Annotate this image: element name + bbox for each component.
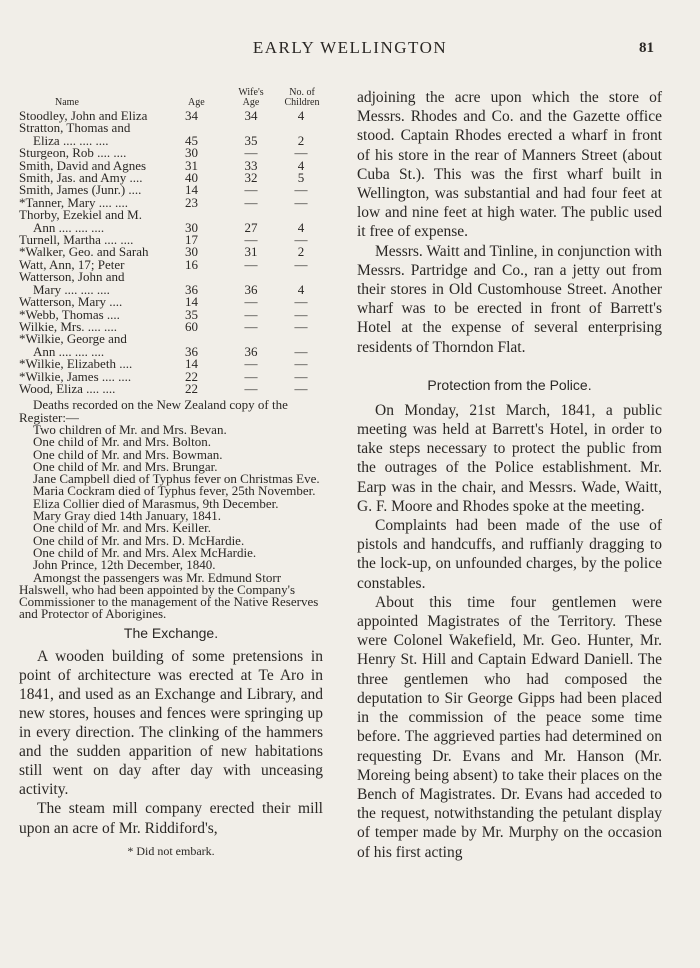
meeting-paragraph: On Monday, 21st March, 1841, a public meeting was held at Barrett's Hotel, in order to take steps necessary to protect the public from the outrages of the Police establishment. Mr. Earp was in the chair, and Messrs. Wade, Waitt, G. F. Moore and Rhodes spoke at the meeting. bbox=[357, 401, 662, 515]
death-entry: One child of Mr. and Mrs. D. McHardie. bbox=[33, 532, 245, 548]
wife-age-cell: — bbox=[244, 232, 258, 248]
passenger-name: Sturgeon, Rob .... .... bbox=[19, 145, 127, 161]
death-entry: One child of Mr. and Mrs. Bolton. bbox=[33, 434, 212, 450]
age-cell: 30 bbox=[185, 244, 198, 260]
wife-age-cell: — bbox=[244, 256, 258, 272]
table-header bbox=[19, 88, 323, 110]
children-cell: — bbox=[294, 306, 308, 322]
children-cell: — bbox=[294, 380, 308, 396]
age-cell: 30 bbox=[185, 219, 198, 235]
age-cell: 36 bbox=[185, 343, 198, 359]
passenger-name: *Wilkie, James .... .... bbox=[19, 368, 132, 384]
exchange-heading: The Exchange. bbox=[123, 624, 219, 641]
running-title: EARLY WELLINGTON bbox=[252, 38, 448, 57]
death-entry: One child of Mr. and Mrs. Bowman. bbox=[33, 446, 223, 462]
magistrates-paragraph: About this time four gentlemen were appointed Magistrates of the Territory. These were Colonel Wakefield, Mr. Geo. Hunter, Mr. Henry St. Hill and Captain Edward Daniell. The three gentlemen who had composed the deputation to Sir George Gipps had been placed in the commission of the peace some time before. The aggrieved parties had determined on requesting Dr. Evans and Mr. Hanson (Mr. Moreing being absent) to take their places on the Bench of Magistrates. Dr. Evans had acceded to the request, notwithstanding the petulant display of temper made by Mr. Murphy on the occasion of his first acting bbox=[357, 593, 662, 861]
death-entry: Maria Cockram died of Typhus fever, 25th November. bbox=[33, 483, 316, 499]
death-entry: John Prince, 12th December, 1840. bbox=[33, 557, 216, 573]
col-age-header: Age bbox=[188, 97, 205, 108]
wife-age-cell: 34 bbox=[244, 108, 258, 123]
children-cell: — bbox=[294, 368, 308, 384]
deaths-intro: Deaths recorded on the New Zealand copy of the Register:— bbox=[19, 397, 288, 425]
children-cell: 5 bbox=[297, 170, 305, 186]
table-row bbox=[19, 271, 323, 296]
age-cell: 14 bbox=[185, 182, 198, 198]
complaints-paragraph: Complaints had been made of the use of pistols and handcuffs, and ruffianly dragging to the lock-up, on unfounded charges, by the police constables. bbox=[357, 517, 662, 592]
passenger-name: Stratton, Thomas and Eliza .... .... .... bbox=[19, 120, 131, 148]
passenger-name: Watt, Ann, 17; Peter bbox=[19, 256, 125, 272]
age-cell: 45 bbox=[185, 132, 198, 148]
table-row bbox=[19, 122, 323, 147]
death-entry: One child of Mr. and Mrs. Alex McHardie. bbox=[33, 544, 257, 560]
age-cell: 17 bbox=[185, 232, 198, 248]
passenger-name: Wood, Eliza .... .... bbox=[19, 380, 116, 396]
passenger-name: Thorby, Ezekiel and M. Ann .... .... .... bbox=[19, 207, 142, 235]
passenger-name: Smith, James (Junr.) .... bbox=[19, 182, 142, 198]
death-entry: Eliza Collier died of Marasmus, 9th December. bbox=[33, 495, 279, 511]
children-cell: 4 bbox=[297, 108, 305, 123]
children-cell: — bbox=[294, 356, 308, 372]
age-cell: 60 bbox=[185, 318, 198, 334]
children-cell: 4 bbox=[297, 281, 305, 297]
children-cell: — bbox=[294, 343, 308, 359]
age-cell: 14 bbox=[185, 294, 198, 310]
children-cell: — bbox=[294, 294, 308, 310]
children-cell: — bbox=[294, 182, 308, 198]
wife-age-cell: — bbox=[244, 306, 258, 322]
wife-age-cell: — bbox=[244, 380, 258, 396]
halswell-paragraph: Amongst the passengers was Mr. Edmund Storr Halswell, who had been appointed by the Company's Commissioner to the management of the Native Reserves and Protector of Aborigines. bbox=[19, 569, 319, 622]
table-row bbox=[19, 333, 323, 358]
passenger-name: *Tanner, Mary .... .... bbox=[19, 194, 129, 210]
age-cell: 40 bbox=[185, 170, 198, 186]
death-entry: Jane Campbell died of Typhus fever on Christmas Eve. bbox=[33, 471, 320, 487]
page-number: 81 bbox=[639, 40, 654, 56]
left-column bbox=[19, 88, 323, 859]
children-cell: — bbox=[294, 318, 308, 334]
exchange-paragraph-2: The steam mill company erected their mill upon an acre of Mr. Riddiford's, bbox=[19, 800, 323, 837]
age-cell: 23 bbox=[185, 194, 198, 210]
wife-age-cell: — bbox=[244, 182, 258, 198]
age-cell: 31 bbox=[185, 157, 198, 173]
children-cell: — bbox=[294, 145, 308, 161]
age-cell: 22 bbox=[185, 368, 198, 384]
passenger-name: Wilkie, Mrs. .... .... bbox=[19, 318, 118, 334]
wife-age-cell: 27 bbox=[244, 219, 258, 235]
passenger-name: *Wilkie, George and Ann .... .... .... bbox=[19, 331, 127, 359]
wife-age-cell: 33 bbox=[244, 157, 258, 173]
table-row bbox=[19, 380, 323, 396]
death-entry: Two children of Mr. and Mrs. Bevan. bbox=[33, 421, 227, 437]
passenger-name: Turnell, Martha .... .... bbox=[19, 232, 134, 248]
wife-age-cell: — bbox=[244, 356, 258, 372]
passenger-name: *Walker, Geo. and Sarah bbox=[19, 244, 149, 260]
passenger-name: Smith, David and Agnes bbox=[19, 157, 147, 173]
passenger-name: Watterson, John and Mary .... .... .... bbox=[19, 269, 125, 297]
wife-age-cell: 31 bbox=[244, 244, 258, 260]
wife-age-cell: 36 bbox=[244, 343, 258, 359]
wife-age-cell: 35 bbox=[244, 132, 258, 148]
passenger-name: Watterson, Mary .... bbox=[19, 294, 123, 310]
police-heading: Protection from the Police. bbox=[427, 376, 592, 393]
page-header bbox=[0, 38, 700, 62]
wife-age-cell: — bbox=[244, 294, 258, 310]
passenger-name: *Webb, Thomas .... bbox=[19, 306, 120, 322]
children-cell: 4 bbox=[297, 219, 305, 235]
children-cell: 2 bbox=[297, 132, 305, 148]
passenger-name: Smith, Jas. and Amy .... bbox=[19, 170, 143, 186]
footnote: * Did not embark. bbox=[127, 843, 215, 858]
age-cell: 22 bbox=[185, 380, 198, 396]
death-entry: One child of Mr. and Mrs. Keiller. bbox=[33, 520, 211, 536]
jetty-paragraph: Messrs. Waitt and Tinline, in conjunction with Messrs. Partridge and Co., ran a jetty out from their stores in Old Customhouse Street. Another wharf was to be erected in front of Barrett's Hotel at the expense of several enterprising residents of Thorndon Flat. bbox=[357, 242, 662, 356]
wife-age-cell: 36 bbox=[244, 281, 258, 297]
wharf-paragraph: adjoining the acre upon which the store of Messrs. Rhodes and Co. and the Gazette office stood. Captain Rhodes erected a wharf in front of his store in the rear of Manners Street (about Cuba St.). This was the first wharf built in Wellington, was substantial and had four feet at low and nine feet at high water. The public used it free of expense. bbox=[357, 89, 662, 241]
col-name-header: Name bbox=[55, 97, 79, 108]
wife-age-cell: — bbox=[244, 145, 258, 161]
children-cell: 2 bbox=[297, 244, 305, 260]
children-cell: — bbox=[294, 232, 308, 248]
children-cell: 4 bbox=[297, 157, 305, 173]
passenger-name: *Wilkie, Elizabeth .... bbox=[19, 356, 133, 372]
age-cell: 35 bbox=[185, 306, 198, 322]
wife-age-cell: — bbox=[244, 368, 258, 384]
death-entry: One child of Mr. and Mrs. Brungar. bbox=[33, 458, 218, 474]
col-children-header: No. of Children bbox=[284, 87, 320, 108]
age-cell: 30 bbox=[185, 145, 198, 161]
passenger-name: Stoodley, John and Eliza bbox=[19, 108, 148, 123]
exchange-paragraph-1: A wooden building of some pretensions in point of architecture was erected at Te Aro in 1841, and used as an Exchange and Library, and new stores, houses and fences were springing up in every direction. The clinking of the hammers and the sudden apparition of new habitations still went on day after day with unceasing activity. bbox=[19, 647, 323, 799]
wife-age-cell: — bbox=[244, 318, 258, 334]
age-cell: 36 bbox=[185, 281, 198, 297]
table-row bbox=[19, 209, 323, 234]
wife-age-cell: — bbox=[244, 194, 258, 210]
passenger-table bbox=[19, 110, 323, 395]
right-column bbox=[357, 88, 662, 862]
children-cell: — bbox=[294, 256, 308, 272]
age-cell: 14 bbox=[185, 356, 198, 372]
age-cell: 34 bbox=[185, 108, 198, 123]
death-entry: Mary Gray died 14th January, 1841. bbox=[33, 508, 221, 524]
age-cell: 16 bbox=[185, 256, 198, 272]
deaths-section bbox=[19, 399, 323, 620]
children-cell: — bbox=[294, 194, 308, 210]
col-wife-age-header: Wife's Age bbox=[238, 87, 264, 108]
wife-age-cell: 32 bbox=[244, 170, 258, 186]
